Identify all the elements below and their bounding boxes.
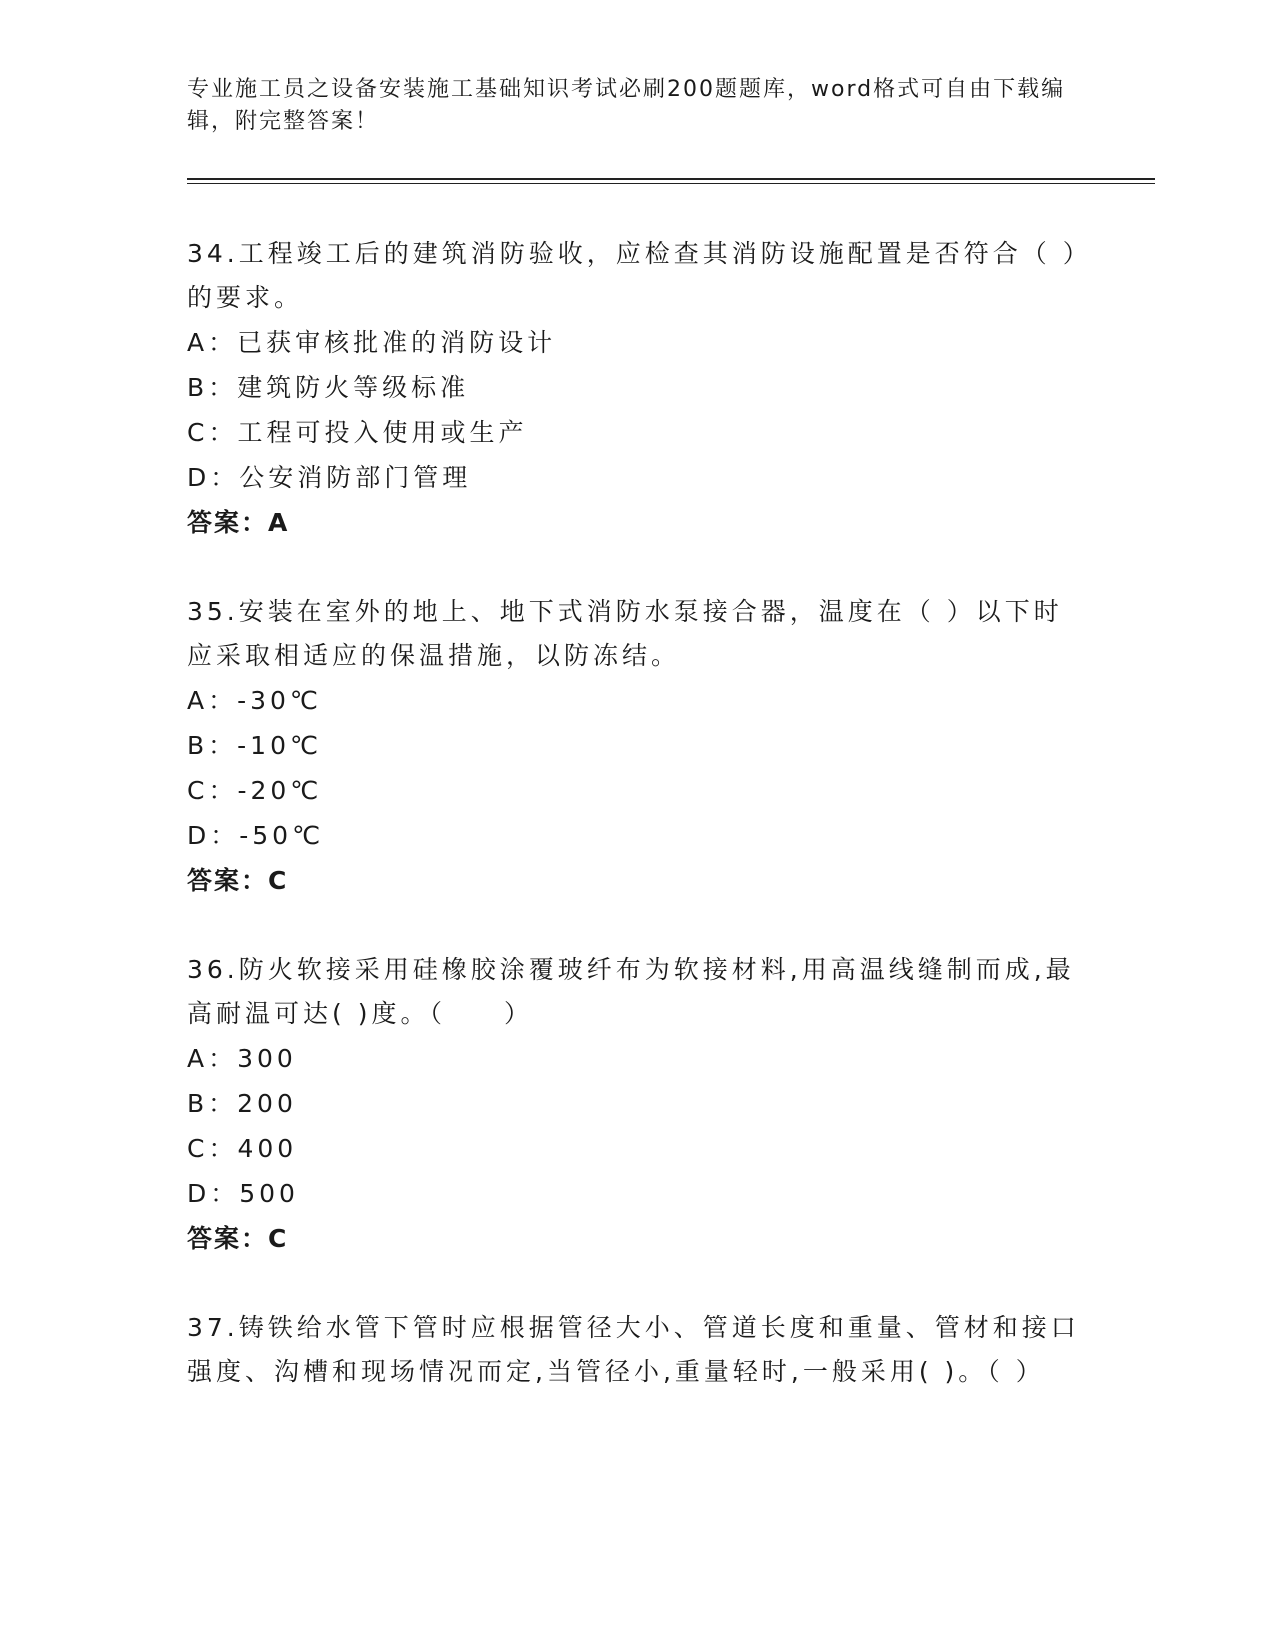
question-36 (187, 948, 1087, 1261)
question-34 (187, 232, 1087, 545)
option-a: A：-30℃ (187, 686, 323, 715)
question-stem: 35.安装在室外的地上、地下式消防水泵接合器，温度在（ ）以下时应采取相适应的保温措施，以防冻结。 (187, 597, 1063, 670)
option-c: C：400 (187, 1134, 298, 1163)
option-b: B：200 (187, 1089, 297, 1118)
option-a: A：已获审核批准的消防设计 (187, 328, 557, 357)
option-a: A：300 (187, 1044, 297, 1073)
answer-label: 答案：A (187, 508, 290, 537)
header-divider-thin (187, 183, 1155, 184)
header-divider-thick (187, 178, 1155, 180)
option-d: D：500 (187, 1179, 299, 1208)
document-header: 专业施工员之设备安装施工基础知识考试必刷200题题库，word格式可自由下载编辑，附完整答案！ (187, 77, 1066, 134)
answer-label: 答案：C (187, 1224, 289, 1253)
option-d: D：-50℃ (187, 821, 325, 850)
question-list (187, 232, 1087, 1439)
answer-label: 答案：C (187, 866, 289, 895)
question-37 (187, 1306, 1087, 1394)
option-c: C：工程可投入使用或生产 (187, 418, 528, 447)
option-c: C：-20℃ (187, 776, 323, 805)
question-stem: 36.防火软接采用硅橡胶涂覆玻纤布为软接材料,用高温线缝制而成,最高耐温可达( )度。（ ） (187, 955, 1075, 1028)
question-stem: 37.铸铁给水管下管时应根据管径大小、管道长度和重量、管材和接口强度、沟槽和现场情况而定,当管径小,重量轻时,一般采用( )。（ ） (187, 1313, 1080, 1386)
option-d: D：公安消防部门管理 (187, 463, 472, 492)
option-b: B：-10℃ (187, 731, 323, 760)
question-stem: 34.工程竣工后的建筑消防验收，应检查其消防设施配置是否符合（ ）的要求。 (187, 239, 1080, 312)
question-35 (187, 590, 1087, 903)
option-b: B：建筑防火等级标准 (187, 373, 470, 402)
